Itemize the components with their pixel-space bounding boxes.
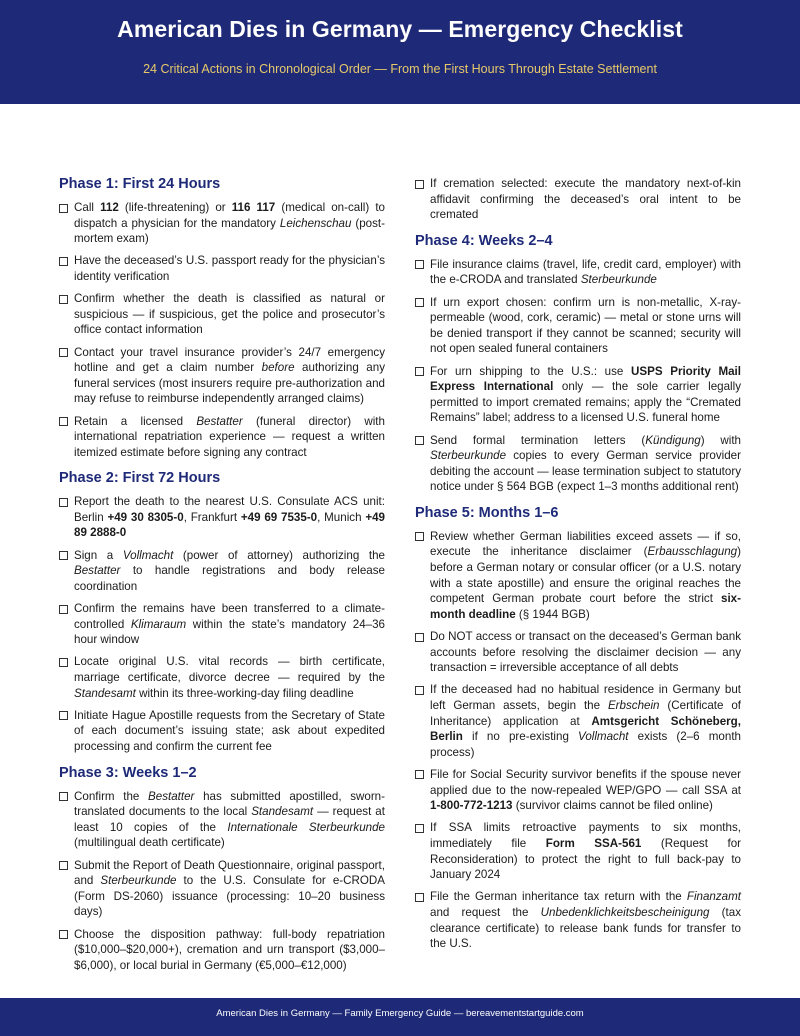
- checkbox-icon[interactable]: [59, 295, 68, 304]
- checkbox-icon[interactable]: [59, 605, 68, 614]
- checkbox-icon[interactable]: [415, 260, 424, 269]
- checklist-item: [59, 291, 385, 338]
- checklist-item: [415, 176, 741, 223]
- checkbox-icon[interactable]: [59, 498, 68, 507]
- checkbox-icon[interactable]: [59, 861, 68, 870]
- checklist-item-text: Retain a licensed Bestatter (funeral director) with international repatriation experience — request a written itemized estimate before signing any contract: [74, 414, 385, 459]
- phase-heading: Phase 5: Months 1–6: [415, 504, 559, 521]
- checkbox-icon[interactable]: [415, 770, 424, 779]
- checklist-item: [415, 820, 741, 882]
- checkbox-icon[interactable]: [59, 658, 68, 667]
- checklist-item: [59, 708, 385, 755]
- checklist-item-text: Initiate Hague Apostille requests from the Secretary of State of each document’s issuing state; ask about expedited processing and confirm the current fee: [74, 708, 385, 753]
- checklist: [59, 789, 385, 974]
- checklist: [415, 529, 741, 952]
- checklist-column-right: [415, 176, 741, 983]
- checkbox-icon[interactable]: [415, 367, 424, 376]
- checkbox-icon[interactable]: [415, 824, 424, 833]
- checklist-item-text: Submit the Report of Death Questionnaire, original passport, and Sterbeurkunde to the U.S. Consulate for e-CRODA (Form DS-2060) issuance (processing: 10–20 business days): [74, 858, 385, 919]
- checklist-item-text: If cremation selected: execute the mandatory next-of-kin affidavit confirming the deceased’s oral intent to be cremated: [430, 177, 741, 222]
- checklist-column-left: [59, 176, 385, 983]
- checkbox-icon[interactable]: [415, 532, 424, 541]
- checklist-item-text: Sign a Vollmacht (power of attorney) authorizing the Bestatter to handle registrations and body release coordination: [74, 548, 385, 593]
- checklist-item: [59, 200, 385, 247]
- checkbox-icon[interactable]: [59, 417, 68, 426]
- checklist-item: [59, 858, 385, 920]
- checklist-item-text: If SSA limits retroactive payments to six months, immediately file Form SSA-561 (Request for Reconsideration) to protect the right to full back-pay to January 2024: [430, 821, 742, 882]
- phase-heading: Phase 1: First 24 Hours: [59, 176, 221, 192]
- checkbox-icon[interactable]: [415, 436, 424, 445]
- page-title: American Dies in Germany — Emergency Checklist: [117, 16, 683, 42]
- checklist-item-text: Have the deceased’s U.S. passport ready for the physician’s identity verification: [74, 254, 385, 283]
- checklist-item: [415, 682, 741, 760]
- checklist: [59, 494, 385, 754]
- checklist-item-text: Send formal termination letters (Kündigung) with Sterbeurkunde copies to every German service provider debiting the account — lease termination subject to statutory notice under § 564 BGB (expect 1–3 months additional rent): [430, 433, 741, 494]
- checklist-item-text: Locate original U.S. vital records — birth certificate, marriage certificate, divorce decree — required by the Standesamt within its three-working-day filing deadline: [74, 655, 385, 700]
- checklist-item-text: Choose the disposition pathway: full-body repatriation ($10,000–$20,000+), cremation and urn transport ($3,000–$6,000), or local burial in Germany (€5,000–€12,000): [74, 927, 385, 972]
- checkbox-icon[interactable]: [59, 792, 68, 801]
- phase-heading: Phase 2: First 72 Hours: [59, 470, 221, 487]
- checklist-item-text: If urn export chosen: confirm urn is non-metallic, X-ray-permeable (wood, cork, ceramic) — metal or stone urns will be denied transport if they cannot be scanned; security will not open sealed funeral containers: [430, 295, 741, 356]
- phase-heading: Phase 3: Weeks 1–2: [59, 764, 197, 781]
- checklist-item-text: Confirm the remains have been transferred to a climate-controlled Klimaraum within the state’s mandatory 24–36 hour window: [74, 602, 385, 647]
- checklist-item: [415, 529, 741, 623]
- checklist-item: [415, 295, 741, 357]
- page-footer: American Dies in Germany — Family Emergency Guide — bereavementstartguide.com: [0, 998, 800, 1036]
- checklist-item: [415, 433, 741, 495]
- checkbox-icon[interactable]: [59, 930, 68, 939]
- checkbox-icon[interactable]: [59, 257, 68, 266]
- checklist: [415, 176, 741, 223]
- checkbox-icon[interactable]: [59, 711, 68, 720]
- checklist-item-text: Call 112 (life-threatening) or 116 117 (medical on-call) to dispatch a physician for the mandatory Leichenschau (post-mortem exam): [74, 201, 386, 246]
- checklist-item-text: Do NOT access or transact on the deceased’s German bank accounts before resolving the disclaimer decision — any transaction = irreversible acceptance of all debts: [430, 630, 741, 675]
- checklist-content: [59, 176, 743, 983]
- checkbox-icon[interactable]: [415, 180, 424, 189]
- checklist: [59, 200, 385, 460]
- checkbox-icon[interactable]: [415, 298, 424, 307]
- checklist-item: [59, 548, 385, 595]
- checklist-item: [415, 257, 741, 288]
- checklist-item: [59, 927, 385, 974]
- checklist-item: [59, 789, 385, 851]
- checkbox-icon[interactable]: [59, 551, 68, 560]
- checklist-item: [59, 253, 385, 284]
- checklist-item-text: For urn shipping to the U.S.: use USPS Priority Mail Express International only — the sole carrier legally permitted to import cremated remains; apply the “Cremated Remains” label; address to a licensed U.S. funeral home: [430, 364, 741, 425]
- checklist-item: [415, 767, 741, 814]
- checkbox-icon[interactable]: [59, 204, 68, 213]
- checkbox-icon[interactable]: [59, 348, 68, 357]
- phase-heading: Phase 4: Weeks 2–4: [415, 232, 553, 249]
- checkbox-icon[interactable]: [415, 686, 424, 695]
- checklist-item: [415, 364, 741, 426]
- page-subtitle: 24 Critical Actions in Chronological Order — From the First Hours Through Estate Settlement: [143, 62, 657, 76]
- checklist-item-text: Contact your travel insurance provider’s 24/7 emergency hotline and get a claim number before authorizing any funeral services (most insurers require pre-authorization and may refuse to reimburse independently arranged claims): [74, 345, 385, 406]
- checklist-item-text: File insurance claims (travel, life, credit card, employer) with the e-CRODA and translated Sterbeurkunde: [430, 257, 741, 287]
- checklist-item: [59, 414, 385, 461]
- checklist-item-text: File for Social Security survivor benefits if the spouse never applied due to the now-repealed WEP/GPO — call SSA at 1-800-772-1213 (survivor claims cannot be filed online): [430, 767, 741, 813]
- checklist-item-text: File the German inheritance tax return with the Finanzamt and request the Unbedenklichkeitsbescheinigung (tax clearance certificate) to release bank funds for transfer to the U.S.: [430, 890, 741, 951]
- checklist-item-text: Review whether German liabilities exceed assets — if so, execute the inheritance disclaimer (Erbausschlagung) before a German notary or consular officer (or a U.S. notary with a state apostille) and ensure the original reaches the competent German probate court before the strict six-month deadline (§ 1944 BGB): [430, 529, 741, 621]
- checkbox-icon[interactable]: [415, 633, 424, 642]
- checklist-item: [59, 345, 385, 407]
- checklist-item: [415, 629, 741, 676]
- page-header: [0, 0, 800, 104]
- checklist-item-text: Confirm whether the death is classified as natural or suspicious — if suspicious, get the police and prosecutor’s office contact information: [74, 292, 385, 337]
- checklist-item: [415, 889, 741, 951]
- checklist-item-text: Report the death to the nearest U.S. Consulate ACS unit: Berlin +49 30 8305-0, Frankfurt +49 69 7535-0, Munich +49 89 2888-0: [74, 495, 385, 540]
- checklist-item-text: Confirm the Bestatter has submitted apostilled, sworn-translated documents to the local Standesamt — request at least 10 copies of the Internationale Sterbeurkunde (multilingual death certificate): [74, 789, 385, 850]
- checkbox-icon[interactable]: [415, 893, 424, 902]
- checklist-item: [59, 494, 385, 541]
- checklist-item: [59, 601, 385, 648]
- checklist-item: [59, 654, 385, 701]
- checklist: [415, 257, 741, 495]
- checklist-item-text: If the deceased had no habitual residence in Germany but left German assets, begin the Erbschein (Certificate of Inheritance) application at Amtsgericht Schöneberg, Berlin if no pre-existing Vollmacht exists (2–6 month process): [430, 683, 741, 759]
